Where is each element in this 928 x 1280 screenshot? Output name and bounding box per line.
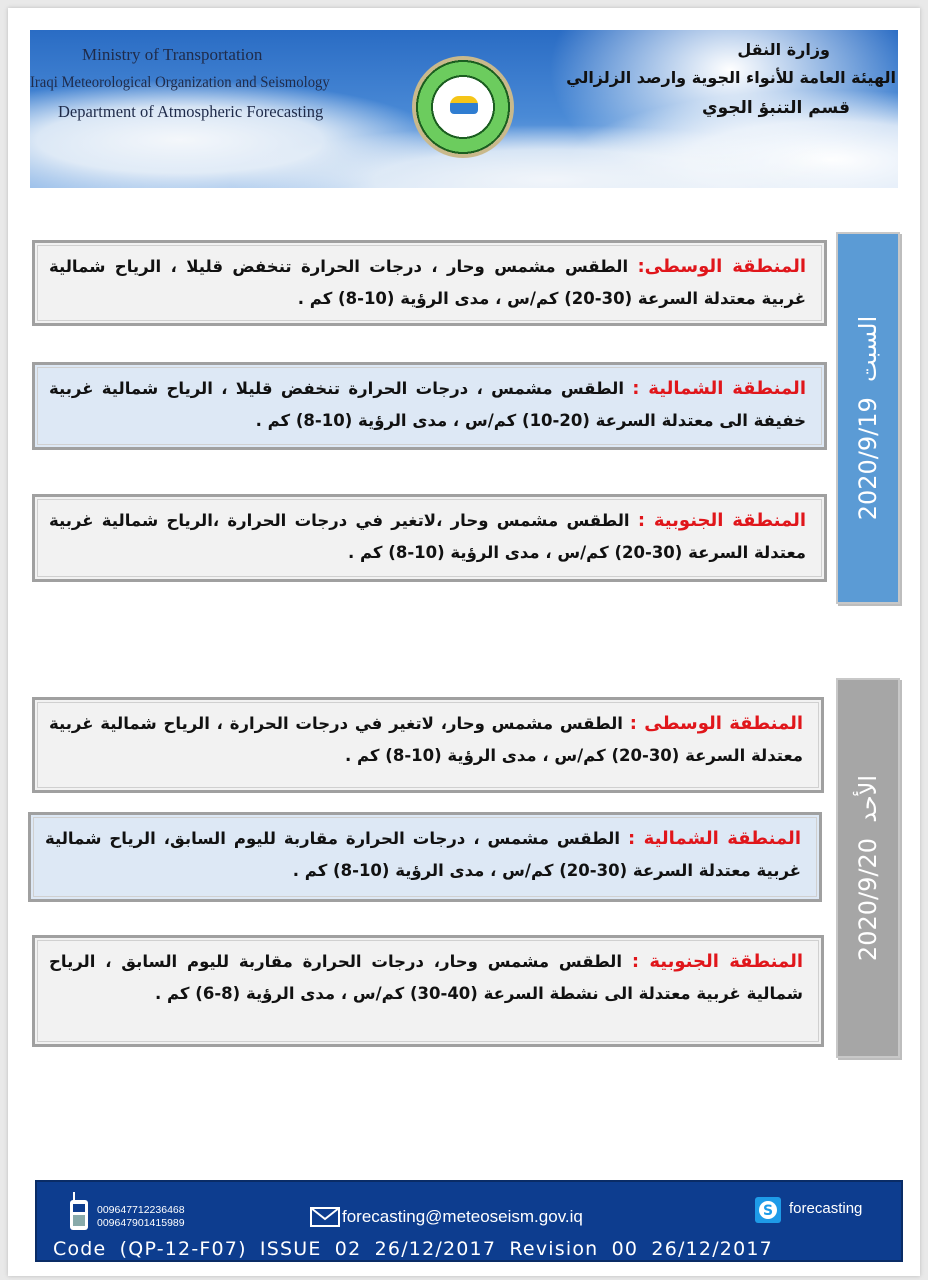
forecast-south-day1 <box>32 494 827 582</box>
forecast-north-day1 <box>32 362 827 450</box>
email-address[interactable]: forecasting@meteoseism.gov.iq <box>342 1207 583 1226</box>
date-bar-day2 <box>836 678 900 1058</box>
organization-logo <box>412 56 514 158</box>
forecast-central-day2 <box>32 697 824 793</box>
date-day2: 2020/9/20 <box>854 838 882 962</box>
forecast-text: الطقس مشمس وحار ، درجات الحرارة تنخفض قليلا ، الرياح شمالية غربية معتدلة السرعة (30-20) كم/س ، مدى الرؤية (10-8) كم . <box>49 257 806 308</box>
organization-name-ar: الهيئة العامة للأنواء الجوية وارصد الزلزالي <box>566 68 896 87</box>
logo-sun-cloud-icon <box>450 96 478 114</box>
page <box>8 8 920 1276</box>
phone-numbers <box>97 1204 185 1230</box>
forecast-text: الطقس مشمس ، درجات الحرارة تنخفض قليلا ، الرياح شمالية غربية خفيفة الى معتدلة السرعة (20-10) كم/س ، مدى الرؤية (10-8) كم . <box>49 379 806 430</box>
weekday-day2: الأحد <box>854 774 882 823</box>
weekday-day1: السبت <box>854 315 882 382</box>
organization-name-en: Iraqi Meteorological Organization and Seismology <box>30 74 330 91</box>
region-label: المنطقة الوسطى : <box>629 713 804 734</box>
region-label: المنطقة الجنوبية : <box>631 951 803 972</box>
skype-icon <box>755 1197 781 1223</box>
mobile-phone-icon <box>69 1192 89 1230</box>
department-name-en: Department of Atmospheric Forecasting <box>58 102 324 121</box>
envelope-icon <box>310 1207 340 1227</box>
region-label: المنطقة الجنوبية : <box>637 510 806 531</box>
region-label: المنطقة الوسطى: <box>637 256 806 277</box>
region-label: المنطقة الشمالية : <box>627 828 801 849</box>
phone-2: 009647901415989 <box>97 1217 185 1229</box>
header-banner <box>30 30 898 188</box>
ministry-name-ar: وزارة النقل <box>737 40 830 59</box>
skype-name[interactable]: forecasting <box>789 1200 863 1217</box>
forecast-text: الطقس مشمس ، درجات الحرارة مقاربة لليوم السابق، الرياح شمالية غربية معتدلة السرعة (30-20) كم/س ، مدى الرؤية (10-8) كم . <box>45 829 801 880</box>
forecast-north-day2 <box>28 812 822 902</box>
forecast-central-day1 <box>32 240 827 326</box>
date-day1: 2020/9/19 <box>854 397 882 521</box>
footer <box>35 1180 903 1262</box>
date-bar-day1 <box>836 232 900 604</box>
region-label: المنطقة الشمالية : <box>632 378 806 399</box>
forecast-text: الطقس مشمس وحار ،لاتغير في درجات الحرارة ،الرياح شمالية غربية معتدلة السرعة (30-20) كم/س ، مدى الرؤية (10-8) كم . <box>49 511 806 562</box>
document-code: Code (QP-12-F07) ISSUE 02 26/12/2017 Revision 00 26/12/2017 <box>53 1238 773 1260</box>
forecast-south-day2 <box>32 935 824 1047</box>
department-name-ar: قسم التنبؤ الجوي <box>702 98 850 118</box>
phone-1: 009647712236468 <box>97 1204 185 1216</box>
forecast-text: الطقس مشمس وحار، لاتغير في درجات الحرارة ، الرياح شمالية غربية معتدلة السرعة (30-20) كم/س ، مدى الرؤية (10-8) كم . <box>49 714 803 765</box>
svg-text:S: S <box>762 1203 774 1219</box>
forecast-text: الطقس مشمس وحار، درجات الحرارة مقاربة لليوم السابق ، الرياح شمالية غربية معتدلة الى نشطة السرعة (40-30) كم/س ، مدى الرؤية (8-6) كم . <box>49 952 803 1003</box>
ministry-name-en: Ministry of Transportation <box>82 45 263 64</box>
